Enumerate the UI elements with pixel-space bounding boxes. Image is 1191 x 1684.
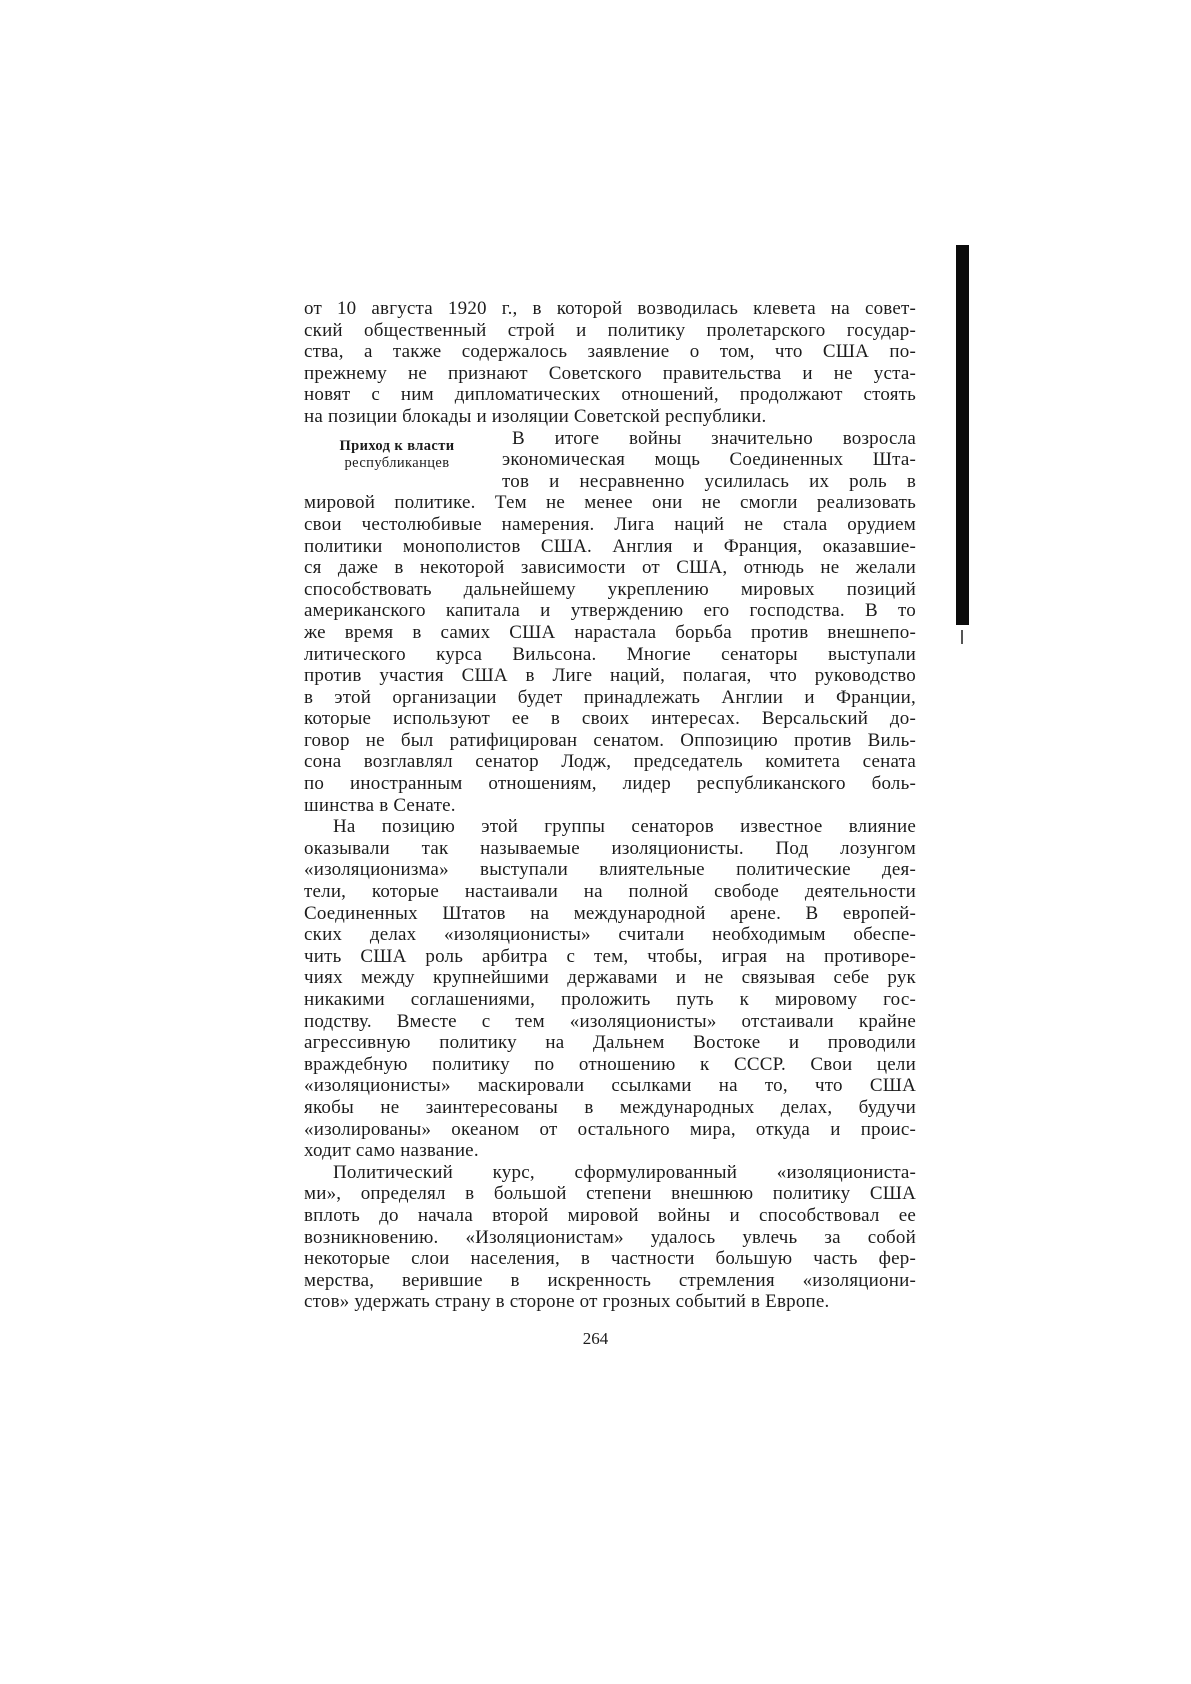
text-line: оказывали так называемые изоляционисты. Под лозунгом (304, 837, 916, 859)
text-line: способствовать дальнейшему укреплению мировых позиций (304, 578, 916, 600)
text-line: по иностранным отношениям, лидер республиканского боль- (304, 773, 916, 795)
text-line: некоторые слои населения, в частности большую часть фер- (304, 1248, 916, 1270)
text-line: На позицию этой группы сенаторов известное влияние (333, 816, 916, 838)
paragraph-4 (304, 1162, 916, 1313)
text-line: Соединенных Штатов на международной арене. В европей- (304, 902, 916, 924)
text-line: свои честолюбивые намерения. Лига наций не стала орудием (304, 513, 916, 535)
text-line: ся даже в некоторой зависимости от США, отнюдь не желали (304, 557, 916, 579)
text-line: «изоляционисты» маскировали ссылками на то, что США (304, 1075, 916, 1097)
text-line: подству. Вместе с тем «изоляционисты» отстаивали крайне (304, 1010, 916, 1032)
text-line: якобы не заинтересованы в международных делах, будучи (304, 1096, 916, 1118)
text-line: «изоляционизма» выступали влиятельные политические дея- (304, 859, 916, 881)
text-line: В итоге войны значительно возросла (512, 427, 916, 449)
text-line: ства, а также содержалось заявление о том, что США по- (304, 341, 916, 363)
text-line: шинства в Сенате. (304, 794, 456, 816)
text-line: прежнему не признают Советского правительства и не уста- (304, 362, 916, 384)
text-line: ходит само название. (304, 1140, 479, 1162)
text-line: возникновению. «Изоляционистам» удалось увлечь за собой (304, 1226, 916, 1248)
text-line: литического курса Вильсона. Многие сенаторы выступали (304, 643, 916, 665)
text-line: «изолированы» океаном от остального мира, откуда и проис- (304, 1118, 916, 1140)
paragraph-3 (304, 816, 916, 1162)
text-line: против участия США в Лиге наций, полагая, что руководство (304, 665, 916, 687)
text-line: тели, которые настаивали на полной свободе деятельности (304, 881, 916, 903)
text-line: стов» удержать страну в стороне от грозных событий в Европе. (304, 1291, 830, 1313)
text-line: мерства, верившие в искренность стремления «изоляциони- (304, 1269, 916, 1291)
text-line: в этой организации будет принадлежать Англии и Франции, (304, 686, 916, 708)
side-heading-line-2: республиканцев (344, 454, 450, 471)
text-line: никакими соглашениями, проложить путь к мировому гос- (304, 989, 916, 1010)
margin-marker-tick (961, 630, 963, 644)
text-line: чить США роль арбитра с тем, чтобы, играя на противоре- (304, 945, 916, 967)
text-line: от 10 августа 1920 г., в которой возводилась клевета на совет- (304, 298, 916, 319)
text-line: мировой политике. Тем не менее они не смогли реализовать (304, 492, 916, 514)
text-line: вплоть до начала второй мировой войны и способствовал ее (304, 1204, 916, 1226)
text-line: же время в самих США нарастала борьба против внешнепо- (304, 621, 916, 643)
text-line: агрессивную политику на Дальнем Востоке и проводили (304, 1032, 916, 1054)
side-heading (304, 438, 502, 472)
text-line: политики монополистов США. Англия и Франция, оказавшие- (304, 535, 916, 557)
text-line: тов и несравненно усилилась их роль в (502, 470, 916, 492)
text-line: экономическая мощь Соединенных Шта- (502, 449, 916, 471)
text-line: Политический курс, сформулированный «изоляционистa- (333, 1161, 916, 1183)
margin-marker-bar (956, 245, 969, 625)
paragraph-2 (304, 428, 916, 817)
text-line: американского капитала и утверждению его господства. В то (304, 600, 916, 622)
text-line: на позиции блокады и изоляции Советской республики. (304, 405, 767, 427)
text-line: чиях между крупнейшими державами и не связывая себе рук (304, 967, 916, 989)
text-line: ский общественный строй и политику пролетарского государ- (304, 319, 916, 341)
text-line: ских делах «изоляционисты» считали необходимым обеспе- (304, 924, 916, 946)
text-line: новят с ним дипломатических отношений, продолжают стоять (304, 384, 916, 406)
page-number: 264 (582, 1329, 609, 1348)
text-line: ми», определял в большой степени внешнюю политику США (304, 1183, 916, 1205)
body-text (304, 298, 916, 1313)
paragraph-1 (304, 298, 916, 428)
text-line: враждебную политику по отношению к СССР. Свои цели (304, 1053, 916, 1075)
text-line: сона возглавлял сенатор Лодж, председатель комитета сената (304, 751, 916, 773)
side-heading-line-1: Приход к власти (339, 437, 455, 454)
text-line: которые используют ее в своих интересах. Версальский до- (304, 708, 916, 730)
text-line: говор не был ратифицирован сенатом. Оппозицию против Виль- (304, 729, 916, 751)
